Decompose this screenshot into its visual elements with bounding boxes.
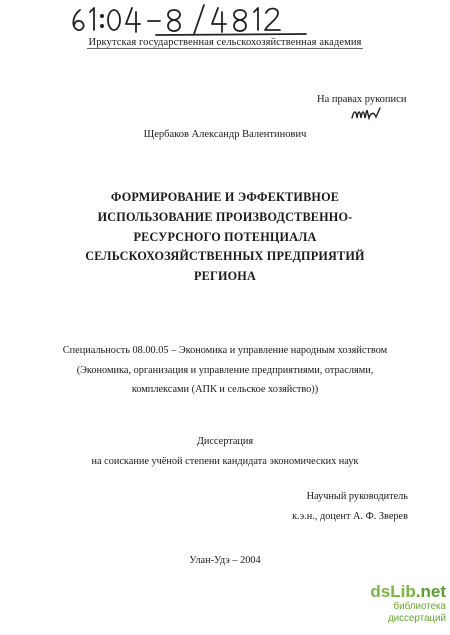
handwritten-signature — [350, 104, 384, 124]
supervisor-label: Научный руководитель — [306, 491, 408, 502]
dslib-logo-tld: .net — [415, 582, 446, 601]
handwritten-catalog-number-image — [66, 2, 366, 36]
signature-icon — [350, 104, 384, 124]
dslib-logo[interactable] — [346, 583, 446, 601]
dissertation-label: Диссертация — [196, 436, 254, 447]
title-line: ФОРМИРОВАНИЕ И ЭФФЕКТИВНОЕ — [110, 190, 340, 204]
title-line: СЕЛЬСКОХОЗЯЙСТВЕННЫХ ПРЕДПРИЯТИЙ — [85, 249, 365, 264]
specialty-block — [50, 341, 400, 400]
dissertation-title — [60, 188, 390, 287]
rights-note: На правах рукописи — [317, 94, 407, 105]
title-line: РЕСУРСНОГО ПОТЕНЦИАЛА — [133, 229, 317, 244]
specialty-line: Специальность 08.00.05 – Экономика и управление народным хозяйством — [62, 345, 388, 356]
title-line: ИСПОЛЬЗОВАНИЕ ПРОИЗВОДСТВЕННО- — [97, 209, 353, 224]
degree-line: на соискание учёной степени кандидата экономических наук — [91, 455, 359, 467]
supervisor-name: к.э.н., доцент А. Ф. Зверев — [292, 510, 408, 522]
dslib-logo-main: dsLib — [370, 582, 416, 601]
dslib-watermark[interactable] — [346, 583, 446, 625]
dslib-subtitle: библиотека диссертаций — [387, 601, 446, 624]
title-line: РЕГИОНА — [194, 269, 256, 284]
institution-name — [0, 37, 450, 48]
author-name: Щербаков Александр Валентинович — [143, 129, 307, 140]
dissertation-type-block — [0, 432, 450, 471]
specialty-line: (Экономика, организация и управление предприятиями, отраслями, — [76, 364, 374, 376]
specialty-line: комплексами (АПК и сельское хозяйство)) — [131, 384, 319, 395]
institution-name-text: Иркутская государственная сельскохозяйственная академия — [88, 37, 362, 48]
supervisor-block — [290, 487, 408, 526]
city-year: Улан-Удэ – 2004 — [189, 555, 261, 566]
handwritten-catalog-number — [66, 2, 366, 36]
